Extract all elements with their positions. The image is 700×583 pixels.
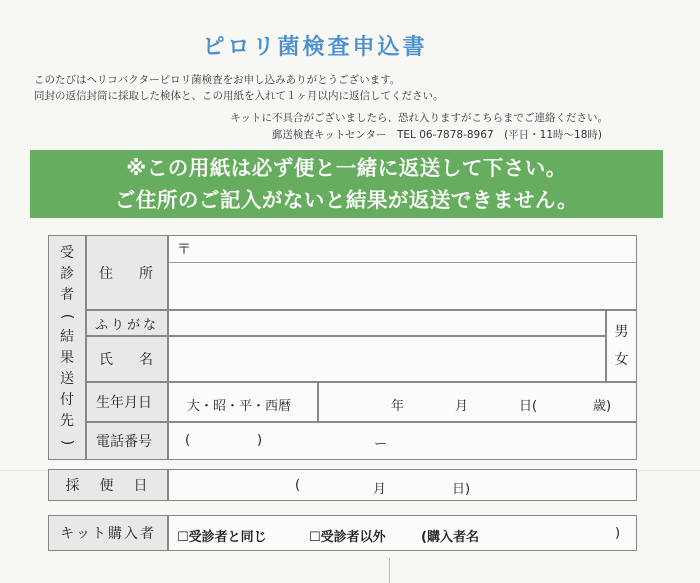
era-selector[interactable]: [168, 382, 318, 422]
address-label: [86, 235, 168, 310]
purchaser-same-option[interactable]: [177, 526, 267, 545]
name-label: [86, 336, 168, 382]
name-field[interactable]: [168, 336, 606, 382]
era-options[interactable]: 大・昭・平・西暦: [187, 399, 292, 414]
birth-label-text: 生年月日: [96, 395, 152, 411]
contact-info: 郵送検査キットセンター TEL 06-7878-8967 (平日・11時〜18時): [271, 129, 602, 141]
furigana-label-text: ふりがな: [95, 317, 160, 333]
birth-month-unit: 月: [455, 399, 469, 414]
purchaser-close-paren: ): [615, 526, 621, 541]
collection-month-unit: 月: [373, 482, 387, 497]
intro-line-2: 同封の返信封筒に採取した検体と、この用紙を入れて１ヶ月以内に返信してください。: [34, 90, 444, 102]
birth-label: [86, 382, 168, 422]
vlabel-char: (: [59, 313, 76, 319]
vlabel-char: 送: [60, 370, 74, 387]
sex-male-option[interactable]: 男: [614, 324, 629, 340]
vlabel-char: 者: [60, 286, 74, 303]
purchaser-label-text: キット購入者: [60, 526, 156, 542]
intro-line-1: このたびはヘリコバクターピロリ菌検査をお申し込みありがとうございます。: [34, 74, 401, 86]
purchaser-field[interactable]: [168, 515, 637, 551]
address-field[interactable]: [168, 235, 637, 310]
phone-label: [86, 422, 168, 460]
form-title: ピロリ菌検査申込書: [202, 35, 428, 60]
collection-date-field[interactable]: [168, 469, 637, 501]
address-divider: [169, 262, 636, 263]
phone-label-text: 電話番号: [96, 434, 152, 450]
phone-dash: ー: [374, 437, 388, 452]
furigana-field[interactable]: [168, 310, 606, 336]
vlabel-char: 付: [60, 391, 74, 408]
collection-date-label: [48, 469, 168, 501]
fold-mark: [389, 558, 390, 583]
vlabel-char: 果: [60, 349, 74, 366]
furigana-label: [86, 310, 168, 336]
collection-open-paren: (: [295, 478, 301, 493]
postal-mark: 〒: [177, 242, 191, 258]
warning-banner: [30, 150, 663, 218]
warning-line-1: ※この用紙は必ず便と一緒に返送して下さい。: [126, 156, 567, 180]
intro-text: [34, 72, 444, 104]
purchaser-name-prefix: (購入者名: [421, 530, 479, 545]
vlabel-char: 先: [60, 412, 74, 429]
applicant-section-label: [48, 235, 86, 460]
checkbox-icon[interactable]: ☐: [177, 530, 189, 545]
collection-date-label-text: 採 便 日: [65, 478, 151, 494]
checkbox-icon[interactable]: ☐: [309, 530, 321, 545]
sex-selector[interactable]: [606, 310, 637, 382]
name-label-text: 氏 名: [99, 352, 159, 368]
purchaser-other-option[interactable]: [309, 526, 386, 545]
birth-age-unit: 歳): [593, 399, 612, 414]
intro-line-3: キットに不具合がございましたら、恐れ入りますがこちらまでご連絡ください。: [230, 112, 608, 124]
purchaser-other-text: 受診者以外: [320, 530, 386, 545]
phone-close-paren: ): [257, 433, 263, 448]
purchaser-label: [48, 515, 168, 551]
address-label-text: 住 所: [99, 265, 159, 282]
phone-field[interactable]: [168, 422, 637, 460]
sex-female-option[interactable]: 女: [614, 352, 629, 368]
birth-date-field[interactable]: [318, 382, 637, 422]
vlabel-char: 結: [60, 328, 74, 345]
collection-day-unit: 日): [452, 482, 471, 497]
purchaser-same-text: 受診者と同じ: [188, 530, 267, 545]
vlabel-char: 受: [60, 244, 74, 261]
birth-year-unit: 年: [391, 399, 405, 414]
vlabel-char: ): [59, 439, 76, 445]
phone-open-paren: (: [185, 433, 191, 448]
warning-line-2: ご住所のご記入がないと結果が返送できません。: [114, 188, 579, 212]
vlabel-char: 診: [60, 265, 74, 282]
birth-day-unit: 日(: [519, 399, 538, 414]
